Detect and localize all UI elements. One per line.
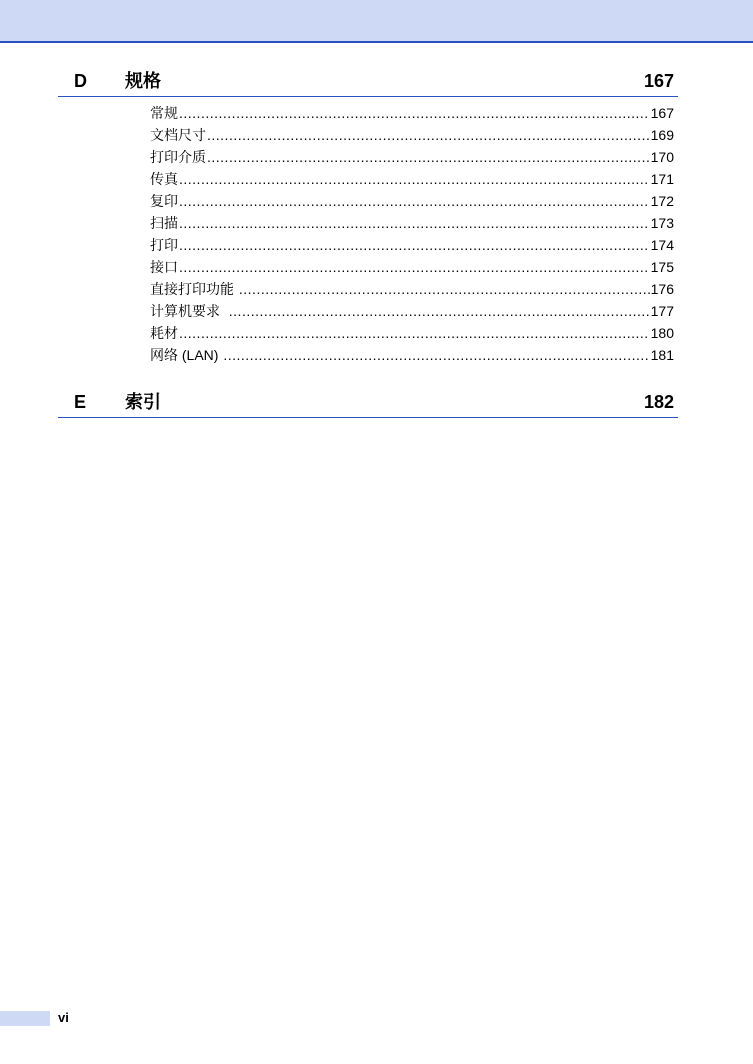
toc-entry[interactable]	[150, 212, 674, 234]
section-letter: E	[74, 392, 87, 412]
dot-leader	[207, 146, 650, 168]
section-title: 索引	[125, 392, 161, 412]
toc-entry-page: 175	[650, 259, 674, 275]
header-band	[0, 0, 753, 43]
toc-entry-list	[150, 102, 674, 366]
toc-entry-page: 170	[650, 149, 674, 165]
section-page-number: 167	[643, 71, 674, 91]
dot-leader	[239, 278, 650, 300]
toc-entry-page: 176	[650, 281, 674, 297]
toc-entry[interactable]	[150, 300, 674, 322]
toc-entry-title: 打印介质	[150, 149, 206, 165]
footer-tab	[0, 1011, 50, 1026]
section-title: 规格	[125, 71, 161, 91]
toc-entry-page: 177	[650, 303, 674, 319]
toc-entry-page: 180	[650, 325, 674, 341]
toc-entry[interactable]	[150, 322, 674, 344]
dot-leader	[179, 256, 650, 278]
toc-entry[interactable]	[150, 256, 674, 278]
toc-entry-title: 常规	[150, 105, 178, 121]
toc-entry-page: 174	[650, 237, 674, 253]
toc-entry-title: 接口	[150, 259, 178, 275]
dot-leader	[229, 300, 650, 322]
toc-section-e	[58, 391, 678, 418]
toc-entry-title: 网络 (LAN)	[150, 347, 223, 363]
section-header[interactable]	[58, 70, 678, 97]
dot-leader	[179, 212, 650, 234]
page-number: vi	[58, 1010, 69, 1025]
toc-entry-page: 167	[650, 105, 674, 121]
section-letter: D	[74, 71, 87, 91]
toc-entry-title: 打印	[150, 237, 178, 253]
toc-entry[interactable]	[150, 124, 674, 146]
toc-entry-page: 173	[650, 215, 674, 231]
toc-entry-page: 181	[650, 347, 674, 363]
toc-entry-title: 文档尺寸	[150, 127, 206, 143]
toc-entry[interactable]	[150, 102, 674, 124]
toc-section-d	[58, 70, 678, 363]
dot-leader	[179, 102, 650, 124]
toc-entry[interactable]	[150, 344, 674, 366]
toc-entry[interactable]	[150, 146, 674, 168]
section-page-number: 182	[643, 392, 674, 412]
dot-leader	[223, 344, 649, 366]
toc-entry[interactable]	[150, 234, 674, 256]
toc-entry-page: 172	[650, 193, 674, 209]
toc-entry-title: 扫描	[150, 215, 178, 231]
section-header[interactable]	[58, 391, 678, 418]
toc-entry-title: 计算机要求	[150, 303, 228, 319]
toc-entry-title: 传真	[150, 171, 178, 187]
dot-leader	[179, 190, 650, 212]
toc-entry-title: 耗材	[150, 325, 178, 341]
dot-leader	[179, 322, 650, 344]
toc-entry-title: 复印	[150, 193, 178, 209]
toc-entry[interactable]	[150, 190, 674, 212]
toc-entry-title: 直接打印功能	[150, 281, 238, 297]
toc-entry-page: 171	[650, 171, 674, 187]
toc-entry[interactable]	[150, 278, 674, 300]
dot-leader	[179, 234, 650, 256]
toc-entry-page: 169	[650, 127, 674, 143]
dot-leader	[207, 124, 650, 146]
dot-leader	[179, 168, 650, 190]
toc-entry[interactable]	[150, 168, 674, 190]
